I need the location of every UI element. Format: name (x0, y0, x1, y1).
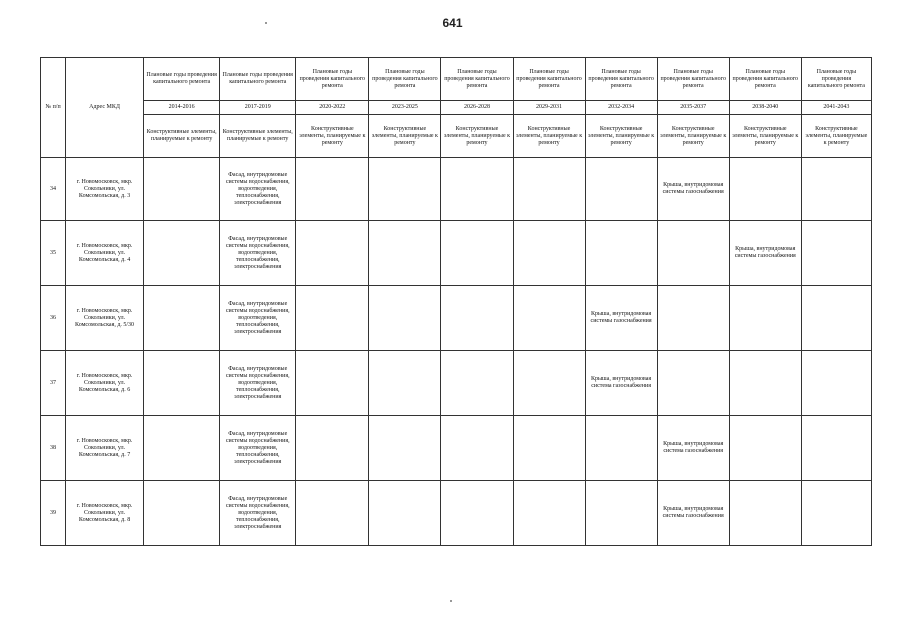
row-work-cell (657, 286, 729, 351)
header-period-years: 2014-2016 (144, 101, 220, 115)
row-number: 34 (41, 158, 66, 221)
header-period-label: Плановые годы проведения капитального ремонта (144, 58, 220, 101)
header-period-years: 2017-2019 (220, 101, 296, 115)
row-number: 39 (41, 481, 66, 546)
row-work-cell (801, 221, 871, 286)
row-work-cell (441, 221, 513, 286)
row-address: г. Новомосковск, мкр. Сокольники, ул. Комсомольская, д. 3 (66, 158, 144, 221)
header-period-label: Плановые годы проведения капитального ремонта (801, 58, 871, 101)
capital-repair-table (40, 57, 872, 546)
row-work-cell (729, 351, 801, 416)
row-work-cell (513, 481, 585, 546)
row-work-cell: Фасад, внутридомовые системы водоснабжения, водоотведения, теплоснабжения, электроснабжения (220, 286, 296, 351)
row-work-cell (801, 158, 871, 221)
header-period-years: 2032-2034 (585, 101, 657, 115)
header-period-years: 2029-2031 (513, 101, 585, 115)
row-work-cell (144, 351, 220, 416)
row-work-cell (657, 351, 729, 416)
row-work-cell (585, 416, 657, 481)
header-elements-label: Конструктивные элементы, планируемые к ремонту (801, 115, 871, 158)
scan-speck (265, 22, 267, 24)
row-work-cell: Фасад, внутридомовые системы водоснабжения, водоотведения, теплоснабжения, электроснабжения (220, 221, 296, 286)
header-period-label: Плановые годы проведения капитального ремонта (220, 58, 296, 101)
header-period-label: Плановые годы проведения капитального ремонта (657, 58, 729, 101)
row-work-cell (585, 158, 657, 221)
row-work-cell (369, 416, 441, 481)
row-work-cell: Крыша, внутридомовая система газоснабжения (585, 351, 657, 416)
header-elements-label: Конструктивные элементы, планируемые к ремонту (220, 115, 296, 158)
header-elements-label: Конструктивные элементы, планируемые к ремонту (513, 115, 585, 158)
row-work-cell: Крыша, внутридомовая системы газоснабжения (585, 286, 657, 351)
header-address: Адрес МКД (66, 58, 144, 158)
row-address: г. Новомосковск, мкр. Сокольники, ул. Комсомольская, д. 6 (66, 351, 144, 416)
row-work-cell (801, 286, 871, 351)
row-work-cell (513, 286, 585, 351)
row-work-cell (296, 286, 369, 351)
header-period-label: Плановые годы проведения капитального ремонта (729, 58, 801, 101)
row-work-cell: Крыша, внутридомовая системы газоснабжения (729, 221, 801, 286)
row-work-cell (296, 416, 369, 481)
row-work-cell (441, 286, 513, 351)
row-work-cell (441, 351, 513, 416)
row-address: г. Новомосковск, мкр. Сокольники, ул. Комсомольская, д. 7 (66, 416, 144, 481)
header-elements-label: Конструктивные элементы, планируемые к ремонту (144, 115, 220, 158)
row-work-cell (441, 158, 513, 221)
row-work-cell (144, 221, 220, 286)
header-period-years: 2020-2022 (296, 101, 369, 115)
row-work-cell (144, 158, 220, 221)
header-period-years: 2026-2028 (441, 101, 513, 115)
row-work-cell (729, 481, 801, 546)
row-work-cell (729, 158, 801, 221)
header-elements-label: Конструктивные элементы, планируемые к ремонту (729, 115, 801, 158)
page-number: 641 (442, 16, 463, 30)
row-work-cell (657, 221, 729, 286)
row-work-cell: Крыша, внутридомовая система газоснабжения (657, 416, 729, 481)
row-work-cell (441, 481, 513, 546)
table-row (41, 481, 872, 546)
header-elements-label: Конструктивные элементы, планируемые к ремонту (657, 115, 729, 158)
header-elements-label: Конструктивные элементы, планируемые к ремонту (441, 115, 513, 158)
row-work-cell (369, 221, 441, 286)
row-work-cell (801, 416, 871, 481)
row-number: 35 (41, 221, 66, 286)
row-work-cell (801, 481, 871, 546)
header-elements-label: Конструктивные элементы, планируемые к ремонту (369, 115, 441, 158)
header-period-label: Плановые годы проведения капитального ремонта (513, 58, 585, 101)
row-work-cell (441, 416, 513, 481)
header-period-label: Плановые годы проведения капитального ремонта (369, 58, 441, 101)
table-row (41, 158, 872, 221)
row-address: г. Новомосковск, мкр. Сокольники, ул. Комсомольская, д. 5/30 (66, 286, 144, 351)
header-period-label: Плановые годы проведения капитального ремонта (585, 58, 657, 101)
row-work-cell (729, 416, 801, 481)
header-period-label: Плановые годы проведения капитального ремонта (441, 58, 513, 101)
header-period-years: 2038-2040 (729, 101, 801, 115)
row-work-cell (144, 286, 220, 351)
row-work-cell (144, 416, 220, 481)
row-work-cell: Фасад, внутридомовые системы водоснабжения, водоотведения, теплоснабжения, электроснабжения (220, 416, 296, 481)
row-work-cell (513, 416, 585, 481)
header-elements-label: Конструктивные элементы, планируемые к ремонту (296, 115, 369, 158)
table-row (41, 221, 872, 286)
row-work-cell: Фасад, внутридомовые системы водоснабжения, водоотведения, теплоснабжения, электроснабжения (220, 158, 296, 221)
header-period-years: 2023-2025 (369, 101, 441, 115)
header-period-years: 2041-2043 (801, 101, 871, 115)
row-work-cell (585, 221, 657, 286)
row-work-cell (513, 158, 585, 221)
row-work-cell (296, 158, 369, 221)
row-work-cell (801, 351, 871, 416)
row-work-cell: Фасад, внутридомовые системы водоснабжения, водоотведения, теплоснабжения, электроснабжения (220, 481, 296, 546)
scan-speck (450, 600, 452, 602)
row-work-cell: Крыша, внутридомовая системы газоснабжения (657, 158, 729, 221)
row-work-cell (296, 351, 369, 416)
header-period-years: 2035-2037 (657, 101, 729, 115)
row-work-cell (369, 481, 441, 546)
row-work-cell (296, 481, 369, 546)
row-address: г. Новомосковск, мкр. Сокольники, ул. Комсомольская, д. 4 (66, 221, 144, 286)
header-num: № п/п (41, 58, 66, 158)
table-row (41, 286, 872, 351)
row-work-cell (585, 481, 657, 546)
row-work-cell (513, 221, 585, 286)
row-work-cell: Фасад, внутридомовые системы водоснабжения, водоотведения, теплоснабжения, электроснабжения (220, 351, 296, 416)
row-number: 36 (41, 286, 66, 351)
header-period-label: Плановые годы проведения капитального ремонта (296, 58, 369, 101)
row-work-cell (369, 158, 441, 221)
row-work-cell (369, 286, 441, 351)
row-work-cell (513, 351, 585, 416)
row-number: 37 (41, 351, 66, 416)
row-number: 38 (41, 416, 66, 481)
row-work-cell (144, 481, 220, 546)
row-work-cell (369, 351, 441, 416)
table-row (41, 351, 872, 416)
row-work-cell (296, 221, 369, 286)
row-address: г. Новомосковск, мкр. Сокольники, ул. Комсомольская, д. 8 (66, 481, 144, 546)
header-elements-label: Конструктивные элементы, планируемые к ремонту (585, 115, 657, 158)
row-work-cell (729, 286, 801, 351)
table-row (41, 416, 872, 481)
row-work-cell: Крыша, внутридомовая системы газоснабжения (657, 481, 729, 546)
